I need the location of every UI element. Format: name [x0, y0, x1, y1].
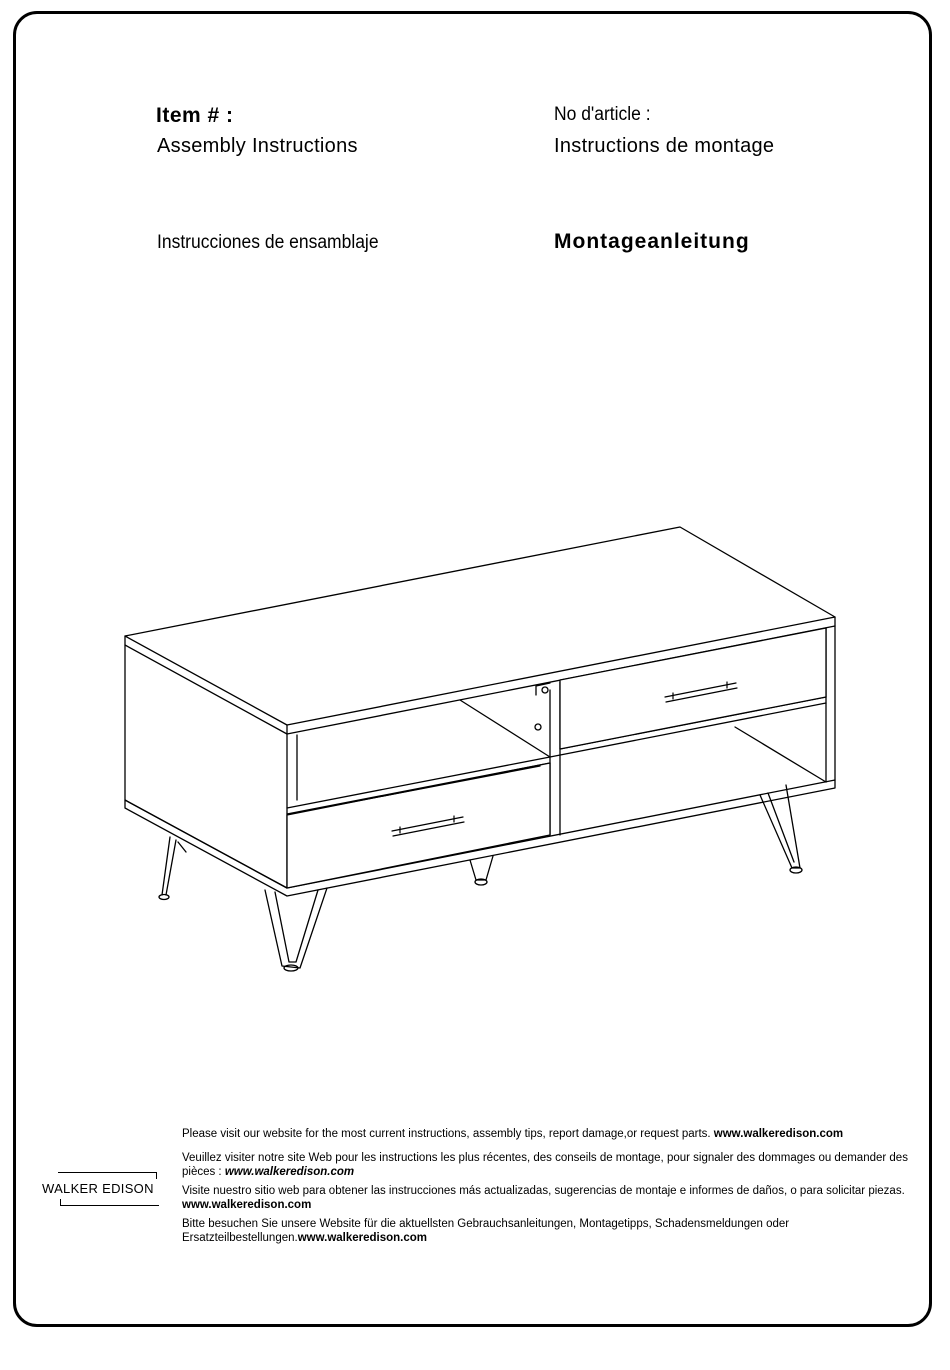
notice-en	[182, 1127, 910, 1141]
assembly-instructions-title-fr: Instructions de montage	[554, 135, 775, 157]
assembly-instructions-title-es: Instrucciones de ensamblaje	[157, 232, 379, 253]
website-notice	[182, 1127, 910, 1250]
assembly-instructions-title-en: Assembly Instructions	[157, 135, 358, 157]
logo-text: WALKER EDISON	[42, 1181, 154, 1196]
logo-bracket-top	[58, 1172, 157, 1179]
notice-en-url[interactable]: www.walkeredison.com	[713, 1128, 844, 1140]
notice-de	[182, 1217, 910, 1245]
item-number-label-fr: No d'article :	[554, 104, 651, 125]
assembly-instructions-title-de: Montageanleitung	[554, 230, 750, 253]
notice-es-url[interactable]: www.walkeredison.com	[182, 1199, 312, 1211]
item-number-label: Item # :	[156, 104, 234, 127]
notice-es-text: Visite nuestro sitio web para obtener las instrucciones más actualizadas, sugerencias de montaje e informes de daños, o para solicitar piezas.	[182, 1185, 905, 1197]
notice-fr-url[interactable]: www.walkeredison.com	[224, 1166, 355, 1178]
notice-de-text: Bitte besuchen Sie unsere Website für die aktuellsten Gebrauchsanleitungen, Montagetipps, Schadensmeldungen oder Ersatzteilbestellungen.	[182, 1218, 790, 1244]
notice-es	[182, 1184, 910, 1212]
notice-en-text: Please visit our website for the most current instructions, assembly tips, report damage,or request parts.	[182, 1128, 711, 1140]
notice-de-url[interactable]: www.walkeredison.com	[297, 1232, 428, 1244]
notice-fr	[182, 1151, 910, 1179]
logo-bracket-bottom	[60, 1199, 159, 1206]
notice-fr-text: Veuillez visiter notre site Web pour les instructions les plus récentes, des conseils de montage, pour signaler des dommages ou demander des pièces :	[182, 1152, 908, 1178]
walker-edison-logo	[40, 1172, 160, 1206]
